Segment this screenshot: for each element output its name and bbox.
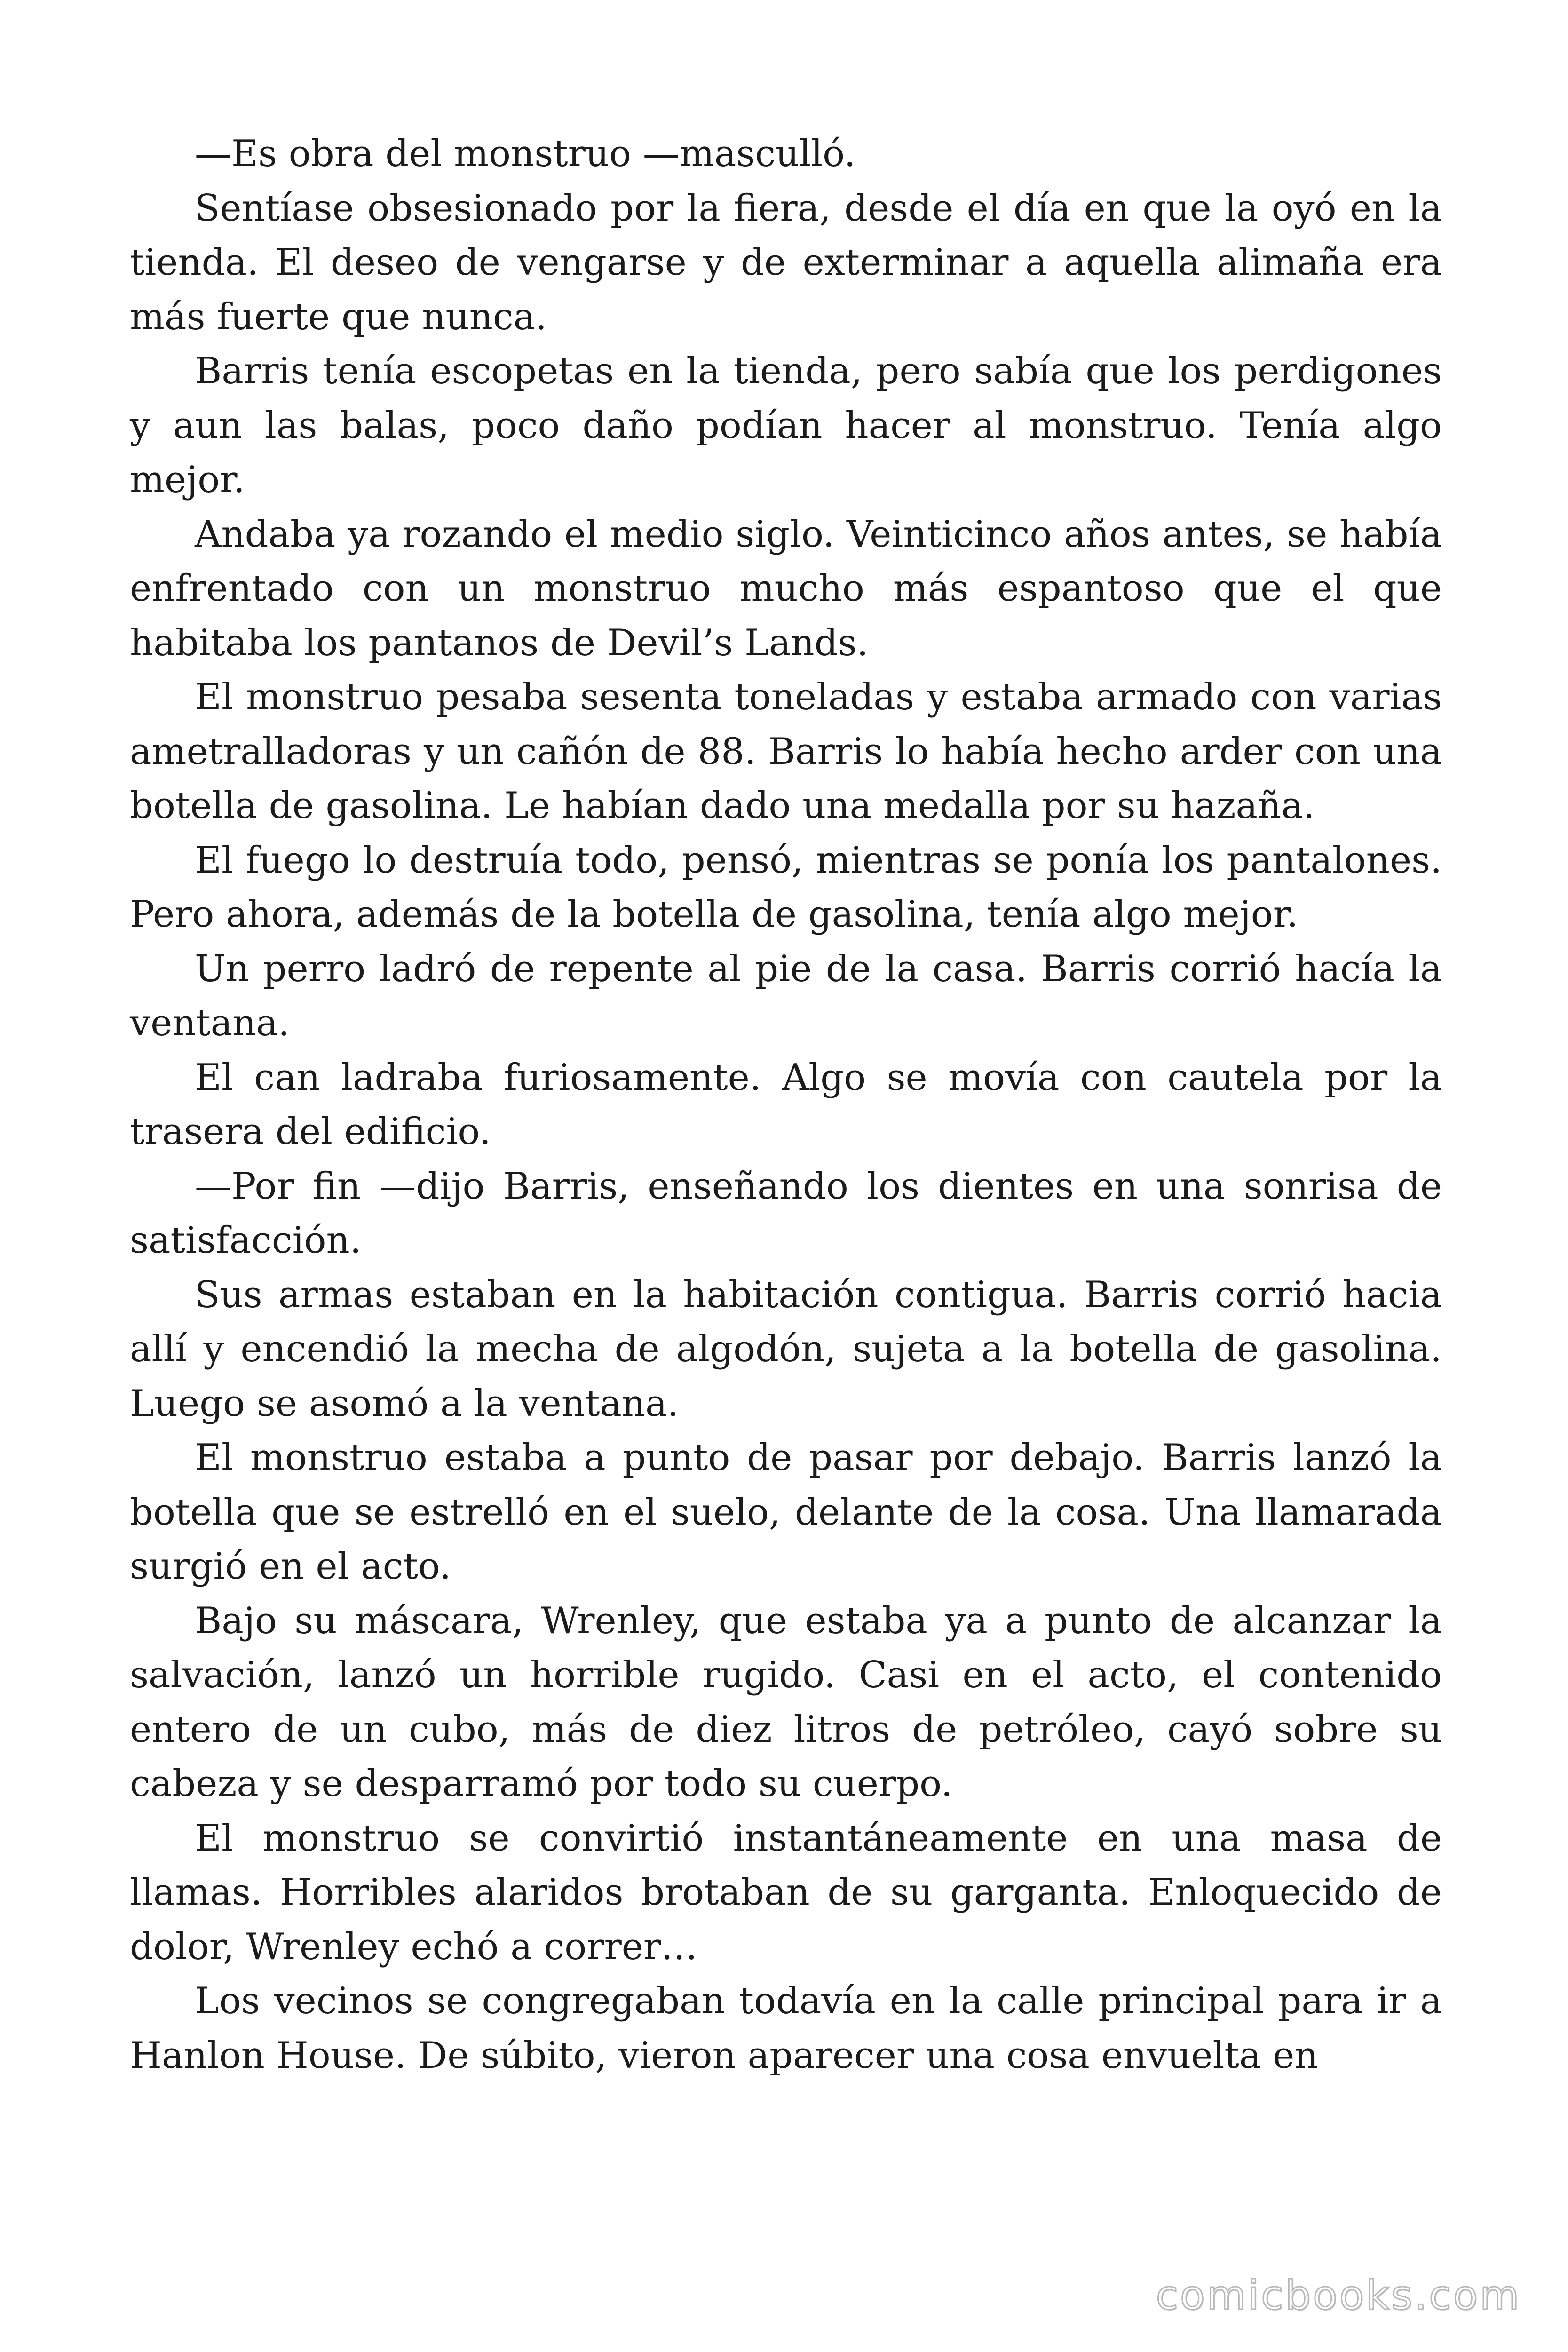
- paragraph: Barris tenía escopetas en la tienda, pero sabía que los perdigones y aun las balas, poco daño podían hacer al monstruo. Tenía algo mejor.: [130, 350, 1442, 501]
- page-body: [130, 127, 1442, 2267]
- paragraph: Sus armas estaban en la habitación contigua. Barris corrió hacia allí y encendió la mecha de algodón, sujeta a la botella de gasolina. Luego se asomó a la ventana.: [130, 1273, 1442, 1425]
- paragraph: El monstruo se convirtió instantáneamente en una masa de llamas. Horribles alaridos brotaban de su garganta. Enloquecido de dolor, Wrenley echó a correr…: [130, 1817, 1442, 1968]
- paragraph: El monstruo estaba a punto de pasar por debajo. Barris lanzó la botella que se estrelló en el suelo, delante de la cosa. Una llamarada surgió en el acto.: [130, 1437, 1442, 1588]
- paragraph: El monstruo pesaba sesenta toneladas y estaba armado con varias ametralladoras y un cañón de 88. Barris lo había hecho arder con una botella de gasolina. Le habían dado una medalla por su hazaña.: [130, 676, 1442, 827]
- paragraph: El can ladraba furiosamente. Algo se movía con cautela por la trasera del edificio.: [130, 1056, 1442, 1153]
- paragraph: Sentíase obsesionado por la fiera, desde el día en que la oyó en la tienda. El deseo de vengarse y de exterminar a aquella alimaña era más fuerte que nunca.: [130, 187, 1442, 338]
- paragraph: Los vecinos se congregaban todavía en la calle principal para ir a Hanlon House. De súbito, vieron aparecer una cosa envuelta en: [130, 1980, 1442, 2077]
- paragraph: Bajo su máscara, Wrenley, que estaba ya a punto de alcanzar la salvación, lanzó un horrible rugido. Casi en el acto, el contenido entero de un cubo, más de diez litros de petróleo, cayó sobre su cabeza y se desparramó por todo su cuerpo.: [130, 1599, 1442, 1805]
- paragraph: —Es obra del monstruo —masculló.: [195, 133, 856, 175]
- paragraph: Andaba ya rozando el medio siglo. Veinticinco años antes, se había enfrentado con un monstruo mucho más espantoso que el que habitaba los pantanos de Devil’s Lands.: [130, 513, 1442, 664]
- paragraph: Un perro ladró de repente al pie de la casa. Barris corrió hacía la ventana.: [130, 947, 1442, 1044]
- paragraph: —Por fin —dijo Barris, enseñando los dientes en una sonrisa de satisfacción.: [130, 1165, 1442, 1262]
- paragraph: El fuego lo destruía todo, pensó, mientras se ponía los pantalones. Pero ahora, además de la botella de gasolina, tenía algo mejor.: [130, 839, 1442, 936]
- watermark: comicbooks.com: [1156, 2272, 1521, 2319]
